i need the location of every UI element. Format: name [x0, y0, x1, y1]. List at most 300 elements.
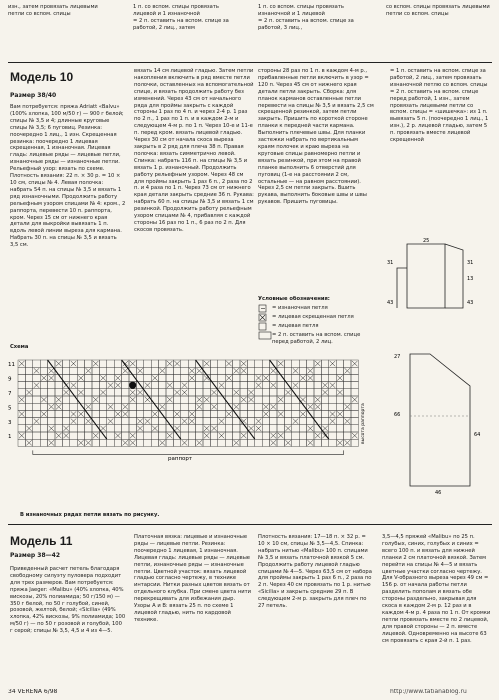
chart-cell — [203, 403, 210, 410]
chart-cell — [144, 439, 151, 446]
chart-cross-mark — [49, 375, 54, 380]
chart-cell — [40, 425, 47, 432]
chart-cell — [33, 396, 40, 403]
chart-cross-mark — [197, 368, 202, 373]
chart-cross-mark — [19, 397, 24, 402]
chart-cell — [107, 367, 114, 374]
chart-cross-mark — [226, 411, 231, 416]
chart-cell — [329, 425, 336, 432]
chart-cross-mark — [49, 440, 54, 445]
model11-size: Размер 38—42 — [10, 552, 60, 559]
chart-cell — [321, 410, 328, 417]
chart-cross-mark — [56, 433, 61, 438]
chart-cross-mark — [337, 440, 342, 445]
scheme-note: В изнаночных рядах петли вязать по рисунку. — [20, 512, 160, 518]
chart-cross-mark — [137, 390, 142, 395]
chart-cell — [196, 410, 203, 417]
chart-cross-mark — [263, 375, 268, 380]
top-text-col2b: = 2 п. оставить на вспом. спице за работой, 2 лиц., затем — [133, 18, 229, 31]
chart-cell — [188, 439, 195, 446]
chart-cell — [25, 403, 32, 410]
chart-cell — [218, 425, 225, 432]
model10-col3: стороны 28 раз по 1 п. в каждом 4-м р., прибавленные петли включить в узор = 120 п. Через 45 см от нижнего края детали петли закрыть. Сборка: для планок карманов оставленные петли перевести на спицы № 3,5 и вязать 2,5 см скрещенной резинкой, затем петли закрыть. Пришить по короткой стороне планки к передней части кармана. Выполнить плечевые швы. Для планки застежки набрать по вертикальным краям полочек и краю выреза на круговые спицы равномерно петли и вязать резинкой, при этом на правой планке выполнить 6 отверстий для пуговиц (1-е на расстоянии 2 см, остальные — на равном расстоянии). Через 2,5 см петли закрыть. Вшить рукава, выполнить боковые швы и швы рукавов. Пришить пуговицы. — [258, 68, 374, 206]
model10-col2: вязать 14 см лицевой гладью. Затем петли накопления включить в ряд вместе петли полочки, оставленных на вспомогательной спице, и вязать продолжить работу без изменений. Через 43 см от начального ряда для проймы закрыть с каждой стороны 1 раз по 4 п. и через 2-4 р. 1 раз по 2 п., 1 раз по 1 п. и в каждом 2-м и следующем 4-м р. по 1 п. Через 10-е и 11-е п. перед кром. вязать лицевой гладью. Через 30 см от начала скоса выреза закрыть в 2 ряд для плеча 38 п. Правая полочка: вязать симметрично левой. Спинка: набрать 116 п. на спицы № 3,5 и вязать 1 р. изнаночный. Продолжить работу рельефным узором. Через 48 см для проймы закрыть 1 раз 6 п., 2 раза по 2 п. и 4 раза по 1 п. Через 73 см от нижнего края детали закрыть средние 36 п. Рукава: набрать 60 п. на спицы № 3,5 и вязать 1 см резинкой. Продолжить работу рельефным узором спицами № 4, прибавляя с каждой стороны 16 раз по 1 п., 6 раз по 2 п. Для скосов провязать. — [134, 68, 254, 233]
chart-cell — [166, 403, 173, 410]
chart-cross-mark — [108, 404, 113, 409]
pattern-diagram — [385, 238, 493, 348]
chart-row-number: 9 — [8, 376, 12, 383]
chart-cell — [284, 396, 291, 403]
chart-cell — [344, 374, 351, 381]
chart-cell — [218, 410, 225, 417]
chart-cell — [151, 439, 158, 446]
chart-cell — [218, 367, 225, 374]
chart-cell — [107, 410, 114, 417]
chart-cell — [270, 425, 277, 432]
chart-cross-mark — [174, 361, 179, 366]
chart-cell — [99, 360, 106, 367]
chart-cross-mark — [337, 390, 342, 395]
chart-cross-mark — [152, 426, 157, 431]
chart-cell — [255, 432, 262, 439]
chart-cell — [70, 403, 77, 410]
chart-cell — [18, 403, 25, 410]
chart-cell — [196, 389, 203, 396]
chart-cell — [329, 389, 336, 396]
chart-cell — [159, 432, 166, 439]
chart-cell — [166, 367, 173, 374]
chart-cell — [292, 360, 299, 367]
chart-cell — [247, 374, 254, 381]
chart-cell — [25, 418, 32, 425]
chart-cell — [188, 389, 195, 396]
chart-cell — [85, 396, 92, 403]
chart-cell — [173, 367, 180, 374]
chart-cross-mark — [271, 383, 276, 388]
chart-cell — [129, 418, 136, 425]
chart-cell — [336, 367, 343, 374]
chart-cell — [218, 403, 225, 410]
chart-cross-mark — [182, 440, 187, 445]
chart-cross-mark — [322, 383, 327, 388]
chart-cross-mark — [34, 368, 39, 373]
chart-cell — [292, 403, 299, 410]
chart-cross-mark — [308, 375, 313, 380]
chart-cross-mark — [211, 426, 216, 431]
chart-cell — [233, 432, 240, 439]
dim-label-2: 31 — [387, 260, 394, 266]
chart-cell — [225, 389, 232, 396]
chart-cell — [85, 425, 92, 432]
chart-cell — [196, 425, 203, 432]
chart-cell — [181, 432, 188, 439]
chart-cell — [136, 410, 143, 417]
chart-cross-mark — [49, 426, 54, 431]
chart-cell — [77, 382, 84, 389]
chart-cross-mark — [234, 440, 239, 445]
chart-cell — [344, 410, 351, 417]
chart-cell — [151, 360, 158, 367]
chart-cell — [181, 367, 188, 374]
chart-cell — [62, 439, 69, 446]
chart-cross-mark — [204, 397, 209, 402]
chart-cell — [277, 389, 284, 396]
chart-cell — [240, 403, 247, 410]
chart-cell — [270, 410, 277, 417]
section-divider-mid — [8, 524, 492, 525]
chart-cell — [240, 439, 247, 446]
chart-cross-mark — [167, 397, 172, 402]
chart-cell — [225, 418, 232, 425]
chart-cell — [351, 418, 358, 425]
chart-cell — [284, 410, 291, 417]
chart-cross-mark — [49, 368, 54, 373]
legend-title: Условные обозначения: — [258, 296, 330, 302]
chart-cell — [166, 410, 173, 417]
chart-cell — [321, 367, 328, 374]
chart-cell — [307, 389, 314, 396]
chart-cross-mark — [300, 375, 305, 380]
chart-cell — [277, 382, 284, 389]
chart-cross-mark — [256, 426, 261, 431]
chart-cell — [314, 367, 321, 374]
chart-cross-mark — [189, 411, 194, 416]
chart-cell — [33, 425, 40, 432]
chart-cell — [188, 396, 195, 403]
chart-cross-mark — [293, 419, 298, 424]
chart-cell — [33, 432, 40, 439]
dim-label-1: 25 — [423, 238, 430, 244]
chart-cell — [351, 425, 358, 432]
chart-cell — [336, 382, 343, 389]
dim-label-10: 46 — [435, 490, 442, 496]
page-footer: 34 VERENA 6/98 — [8, 689, 58, 695]
chart-cell — [114, 418, 121, 425]
chart-cross-mark — [315, 404, 320, 409]
legend-item-2: = лицевая скрещенная петля — [272, 314, 354, 320]
chart-cross-mark — [189, 375, 194, 380]
legend-item-3: = лицевая петля — [272, 323, 319, 329]
chart-cross-mark — [34, 419, 39, 424]
chart-cell — [329, 374, 336, 381]
chart-cell — [136, 439, 143, 446]
chart-cross-mark — [248, 397, 253, 402]
chart-cross-mark — [211, 390, 216, 395]
chart-cell — [188, 403, 195, 410]
chart-cell — [114, 439, 121, 446]
chart-cell — [85, 432, 92, 439]
chart-cell — [255, 360, 262, 367]
chart-cell — [114, 403, 121, 410]
chart-cell — [299, 367, 306, 374]
chart-cell — [122, 418, 129, 425]
chart-cell — [85, 382, 92, 389]
chart-cell — [210, 396, 217, 403]
chart-cell — [314, 389, 321, 396]
top-text-col4: со вспом. спицы провязать лицевыми петли со вспом. спицы — [386, 4, 490, 17]
chart-cross-mark — [100, 375, 105, 380]
chart-cell — [144, 374, 151, 381]
chart-cell — [18, 382, 25, 389]
chart-cell — [40, 360, 47, 367]
chart-cell — [314, 439, 321, 446]
chart-cell — [159, 360, 166, 367]
chart-cross-mark — [182, 390, 187, 395]
top-text-col3: 1 п. со вспом. спицы провязать изнаночной и 1 лицевой — [258, 4, 344, 17]
chart-cell — [307, 360, 314, 367]
chart-cell — [218, 396, 225, 403]
chart-cross-mark — [71, 383, 76, 388]
chart-cell — [188, 425, 195, 432]
chart-cross-mark — [100, 426, 105, 431]
chart-cell — [136, 396, 143, 403]
chart-cell — [92, 389, 99, 396]
chart-cell — [218, 360, 225, 367]
chart-cross-mark — [308, 368, 313, 373]
chart-cell — [159, 389, 166, 396]
chart-cross-mark — [315, 397, 320, 402]
chart-cell — [77, 360, 84, 367]
chart-row-number: 3 — [8, 419, 12, 426]
chart-cell — [240, 389, 247, 396]
chart-cell — [122, 396, 129, 403]
chart-cell — [321, 403, 328, 410]
chart-cell — [188, 382, 195, 389]
chart-cell — [55, 425, 62, 432]
chart-cell — [129, 425, 136, 432]
chart-cross-mark — [145, 419, 150, 424]
chart-cell — [210, 432, 217, 439]
chart-cell — [107, 389, 114, 396]
chart-cross-mark — [345, 404, 350, 409]
chart-cell — [25, 360, 32, 367]
chart-cross-mark — [330, 383, 335, 388]
chart-cell — [262, 360, 269, 367]
chart-cross-mark — [167, 361, 172, 366]
chart-cell — [329, 396, 336, 403]
chart-cell — [48, 432, 55, 439]
chart-cross-mark — [63, 433, 68, 438]
chart-cell — [210, 410, 217, 417]
chart-cell — [247, 418, 254, 425]
scheme-title: Схема — [10, 344, 29, 350]
chart-cell — [336, 425, 343, 432]
chart-cell — [40, 389, 47, 396]
chart-cross-mark — [234, 404, 239, 409]
chart-cell — [292, 396, 299, 403]
chart-cell — [99, 410, 106, 417]
chart-cell — [277, 425, 284, 432]
chart-cross-mark — [293, 383, 298, 388]
chart-cell — [107, 432, 114, 439]
chart-cell — [48, 418, 55, 425]
chart-cross-mark — [56, 361, 61, 366]
chart-cross-mark — [78, 411, 83, 416]
chart-cell — [262, 432, 269, 439]
chart-cell — [196, 374, 203, 381]
chart-cross-mark — [300, 411, 305, 416]
chart-cell — [77, 418, 84, 425]
chart-cell — [196, 382, 203, 389]
chart-cross-mark — [167, 433, 172, 438]
chart-cell — [85, 389, 92, 396]
chart-cell — [277, 403, 284, 410]
chart-cross-mark — [241, 433, 246, 438]
chart-cross-mark — [330, 411, 335, 416]
chart-cell — [351, 439, 358, 446]
chart-cross-mark — [41, 397, 46, 402]
chart-cell — [62, 403, 69, 410]
legend-symbols — [258, 304, 272, 344]
chart-cell — [129, 410, 136, 417]
chart-cross-mark — [248, 426, 253, 431]
chart-cross-mark — [182, 419, 187, 424]
chart-cell — [92, 382, 99, 389]
chart-cross-mark — [330, 361, 335, 366]
chart-cell — [329, 403, 336, 410]
chart-cell — [25, 367, 32, 374]
chart-cell — [48, 410, 55, 417]
chart-cell — [336, 360, 343, 367]
dim-label-3: 43 — [387, 300, 394, 306]
chart-cell — [203, 418, 210, 425]
chart-cross-mark — [160, 404, 165, 409]
chart-cross-mark — [130, 361, 135, 366]
chart-cross-mark — [174, 390, 179, 395]
chart-cell — [225, 432, 232, 439]
chart-cross-mark — [19, 361, 24, 366]
chart-cross-mark — [189, 368, 194, 373]
chart-cell — [159, 396, 166, 403]
chart-cell — [33, 403, 40, 410]
chart-cross-mark — [345, 440, 350, 445]
legend-item-1: = изнаночная петля — [272, 305, 328, 311]
chart-cell — [99, 418, 106, 425]
chart-cell — [307, 432, 314, 439]
chart-cell — [92, 367, 99, 374]
chart-cell — [344, 360, 351, 367]
chart-cross-mark — [78, 375, 83, 380]
chart-cell — [136, 432, 143, 439]
chart-cell — [77, 396, 84, 403]
chart-cell — [107, 396, 114, 403]
chart-cell — [18, 425, 25, 432]
chart-cell — [70, 374, 77, 381]
chart-cell — [247, 439, 254, 446]
chart-cross-mark — [330, 419, 335, 424]
chart-cross-mark — [123, 440, 128, 445]
chart-cross-mark — [234, 368, 239, 373]
chart-cell — [33, 374, 40, 381]
chart-cell — [33, 389, 40, 396]
chart-cell — [196, 418, 203, 425]
chart-cross-mark — [160, 440, 165, 445]
chart-cell — [270, 396, 277, 403]
chart-cell — [136, 403, 143, 410]
chart-cell — [144, 367, 151, 374]
chart-cell — [292, 410, 299, 417]
chart-cell — [270, 374, 277, 381]
chart-cross-mark — [337, 411, 342, 416]
chart-cell — [188, 360, 195, 367]
chart-cell — [262, 367, 269, 374]
chart-cell — [122, 374, 129, 381]
chart-cell — [247, 367, 254, 374]
chart-cell — [351, 389, 358, 396]
chart-cell — [262, 396, 269, 403]
chart-cell — [159, 382, 166, 389]
chart-cross-mark — [271, 440, 276, 445]
chart-cross-mark — [145, 383, 150, 388]
chart-cell — [210, 439, 217, 446]
chart-cross-mark — [93, 433, 98, 438]
chart-cell — [173, 382, 180, 389]
chart-cell — [151, 382, 158, 389]
chart-cell — [307, 382, 314, 389]
repeat-height-label: высота раппорта — [361, 403, 366, 444]
chart-cross-mark — [278, 397, 283, 402]
chart-cell — [181, 403, 188, 410]
chart-cell — [247, 360, 254, 367]
chart-cross-mark — [241, 368, 246, 373]
chart-row-number: 11 — [8, 362, 15, 369]
model11-col1: Приведенный расчет петель благодаря свободному силуэту пуловера подходит для трех размеров. Вам потребуется: пряжа Jaeger: «Malibu» (40% хлопка, 40% вискозы, 20% полиамида; 50 г/150 м) — 350 г белой, по 50 г голубой, синей, розовой, желтой, белой; «Sicilia» (49% хлопка, 42% вискозы, 9% полиамида; 100 м/50 г) — по 50 г розовой и голубой, 100 г серой; спицы № 3,5, 4,5 и 4 из 4—5. — [10, 566, 126, 635]
model11-col4: 3,5—4,5 пряжей «Malibu» по 25 п. голубых, синих, голубых и синих = всего 100 п. и вязать для нижней планки 2 см платочной вязкой. Затем перейти на спицы № 4—5 и вязать цветные участки согласно чертежу. Для V-образного выреза через 49 см = 156 р. от начала работы петли разделить пополам и вязать обе стороны раздельно, закрывая для скоса в каждом 2-м р. 12 раз и в каждом 4-м р. 4 раза по 1 п. От кромки петли провязать вместе по 2 лицевой, для правой стороны — 2 п. вместе лицевой. Одновременно на высоте 63 см провязать с края 2-й п. 1 раз. — [382, 534, 491, 644]
chart-cell — [33, 410, 40, 417]
chart-cell — [99, 439, 106, 446]
chart-cross-mark — [115, 383, 120, 388]
chart-cross-mark — [115, 411, 120, 416]
chart-cross-mark — [308, 440, 313, 445]
chart-cross-mark — [26, 390, 31, 395]
chart-cross-mark — [71, 361, 76, 366]
chart-cross-mark — [278, 433, 283, 438]
chart-cross-mark — [130, 440, 135, 445]
chart-cross-mark — [271, 368, 276, 373]
top-text-col2: 1 п. со вспом. спицы провязать лицевой и 1 изнаночной — [133, 4, 219, 17]
chart-cell — [99, 403, 106, 410]
chart-cross-mark — [263, 404, 268, 409]
chart-cell — [62, 410, 69, 417]
chart-cell — [329, 439, 336, 446]
chart-cross-mark — [26, 440, 31, 445]
chart-cell — [40, 432, 47, 439]
chart-cell — [55, 439, 62, 446]
chart-cell — [336, 403, 343, 410]
chart-cell — [262, 418, 269, 425]
chart-cell — [173, 439, 180, 446]
chart-cell — [299, 382, 306, 389]
chart-cell — [225, 396, 232, 403]
chart-cell — [40, 367, 47, 374]
chart-cell — [25, 374, 32, 381]
chart-cross-mark — [78, 440, 83, 445]
chart-cross-mark — [204, 361, 209, 366]
chart-cell — [92, 439, 99, 446]
chart-cross-mark — [174, 411, 179, 416]
chart-cross-mark — [197, 440, 202, 445]
chart-cross-mark — [271, 404, 276, 409]
chart-cell — [292, 439, 299, 446]
chart-cross-mark — [123, 368, 128, 373]
chart-cross-mark — [204, 426, 209, 431]
chart-cell — [18, 389, 25, 396]
chart-cell — [92, 410, 99, 417]
chart-cross-mark — [219, 419, 224, 424]
chart-cross-mark — [226, 375, 231, 380]
chart-cross-mark — [86, 368, 91, 373]
chart-cell — [18, 418, 25, 425]
